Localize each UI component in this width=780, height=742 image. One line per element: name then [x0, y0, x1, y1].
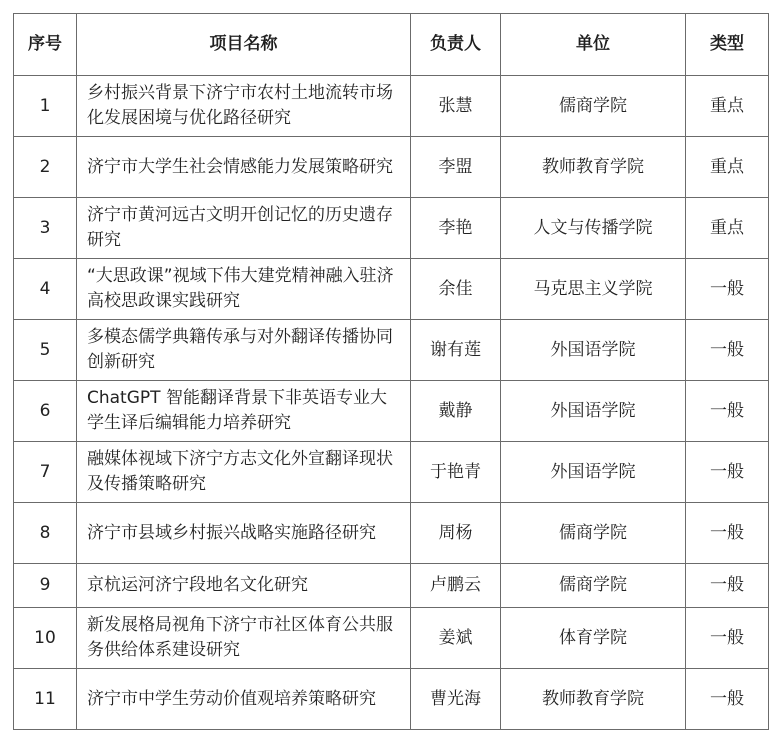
row-project-name: ChatGPT 智能翻译背景下非英语专业大学生译后编辑能力培养研究	[77, 381, 411, 442]
table-row	[14, 198, 769, 259]
row-unit: 马克思主义学院	[501, 259, 686, 320]
row-index: 8	[14, 503, 77, 564]
row-person: 张慧	[411, 76, 501, 137]
table-row	[14, 76, 769, 137]
row-type: 重点	[686, 76, 769, 137]
header-person: 负责人	[411, 14, 501, 76]
header-project-name: 项目名称	[77, 14, 411, 76]
row-index: 9	[14, 564, 77, 608]
row-unit: 体育学院	[501, 608, 686, 669]
table-header	[14, 14, 769, 76]
row-person: 卢鹏云	[411, 564, 501, 608]
row-index: 4	[14, 259, 77, 320]
header-index: 序号	[14, 14, 77, 76]
row-index: 5	[14, 320, 77, 381]
row-index: 6	[14, 381, 77, 442]
header-unit: 单位	[501, 14, 686, 76]
row-type: 重点	[686, 137, 769, 198]
row-index: 1	[14, 76, 77, 137]
row-unit: 儒商学院	[501, 503, 686, 564]
table-row	[14, 381, 769, 442]
row-project-name: 济宁市黄河远古文明开创记忆的历史遗存研究	[77, 198, 411, 259]
row-project-name: 济宁市大学生社会情感能力发展策略研究	[77, 137, 411, 198]
project-table-container	[13, 13, 769, 730]
table-row	[14, 669, 769, 730]
table-row	[14, 608, 769, 669]
row-unit: 儒商学院	[501, 76, 686, 137]
table-row	[14, 442, 769, 503]
row-unit: 教师教育学院	[501, 669, 686, 730]
row-person: 周杨	[411, 503, 501, 564]
row-type: 一般	[686, 381, 769, 442]
row-project-name: 乡村振兴背景下济宁市农村土地流转市场化发展困境与优化路径研究	[77, 76, 411, 137]
table-body	[14, 76, 769, 730]
row-type: 一般	[686, 669, 769, 730]
row-project-name: “大思政课”视域下伟大建党精神融入驻济高校思政课实践研究	[77, 259, 411, 320]
row-type: 一般	[686, 608, 769, 669]
row-index: 11	[14, 669, 77, 730]
row-type: 一般	[686, 442, 769, 503]
row-person: 曹光海	[411, 669, 501, 730]
row-person: 姜斌	[411, 608, 501, 669]
row-person: 于艳青	[411, 442, 501, 503]
project-table	[13, 13, 769, 730]
table-row	[14, 320, 769, 381]
row-project-name: 新发展格局视角下济宁市社区体育公共服务供给体系建设研究	[77, 608, 411, 669]
table-row	[14, 259, 769, 320]
table-row	[14, 137, 769, 198]
row-unit: 外国语学院	[501, 320, 686, 381]
row-person: 李盟	[411, 137, 501, 198]
row-person: 戴静	[411, 381, 501, 442]
row-index: 2	[14, 137, 77, 198]
row-index: 10	[14, 608, 77, 669]
row-unit: 外国语学院	[501, 381, 686, 442]
row-project-name: 京杭运河济宁段地名文化研究	[77, 564, 411, 608]
row-type: 一般	[686, 320, 769, 381]
row-unit: 人文与传播学院	[501, 198, 686, 259]
table-row	[14, 564, 769, 608]
row-person: 李艳	[411, 198, 501, 259]
row-project-name: 济宁市中学生劳动价值观培养策略研究	[77, 669, 411, 730]
row-index: 7	[14, 442, 77, 503]
row-unit: 儒商学院	[501, 564, 686, 608]
row-person: 余佳	[411, 259, 501, 320]
row-project-name: 融媒体视域下济宁方志文化外宣翻译现状及传播策略研究	[77, 442, 411, 503]
header-row	[14, 14, 769, 76]
row-person: 谢有莲	[411, 320, 501, 381]
row-project-name: 多模态儒学典籍传承与对外翻译传播协同创新研究	[77, 320, 411, 381]
row-unit: 外国语学院	[501, 442, 686, 503]
row-type: 一般	[686, 259, 769, 320]
row-type: 一般	[686, 503, 769, 564]
row-project-name: 济宁市县域乡村振兴战略实施路径研究	[77, 503, 411, 564]
row-type: 一般	[686, 564, 769, 608]
header-type: 类型	[686, 14, 769, 76]
table-row	[14, 503, 769, 564]
row-index: 3	[14, 198, 77, 259]
row-unit: 教师教育学院	[501, 137, 686, 198]
row-type: 重点	[686, 198, 769, 259]
